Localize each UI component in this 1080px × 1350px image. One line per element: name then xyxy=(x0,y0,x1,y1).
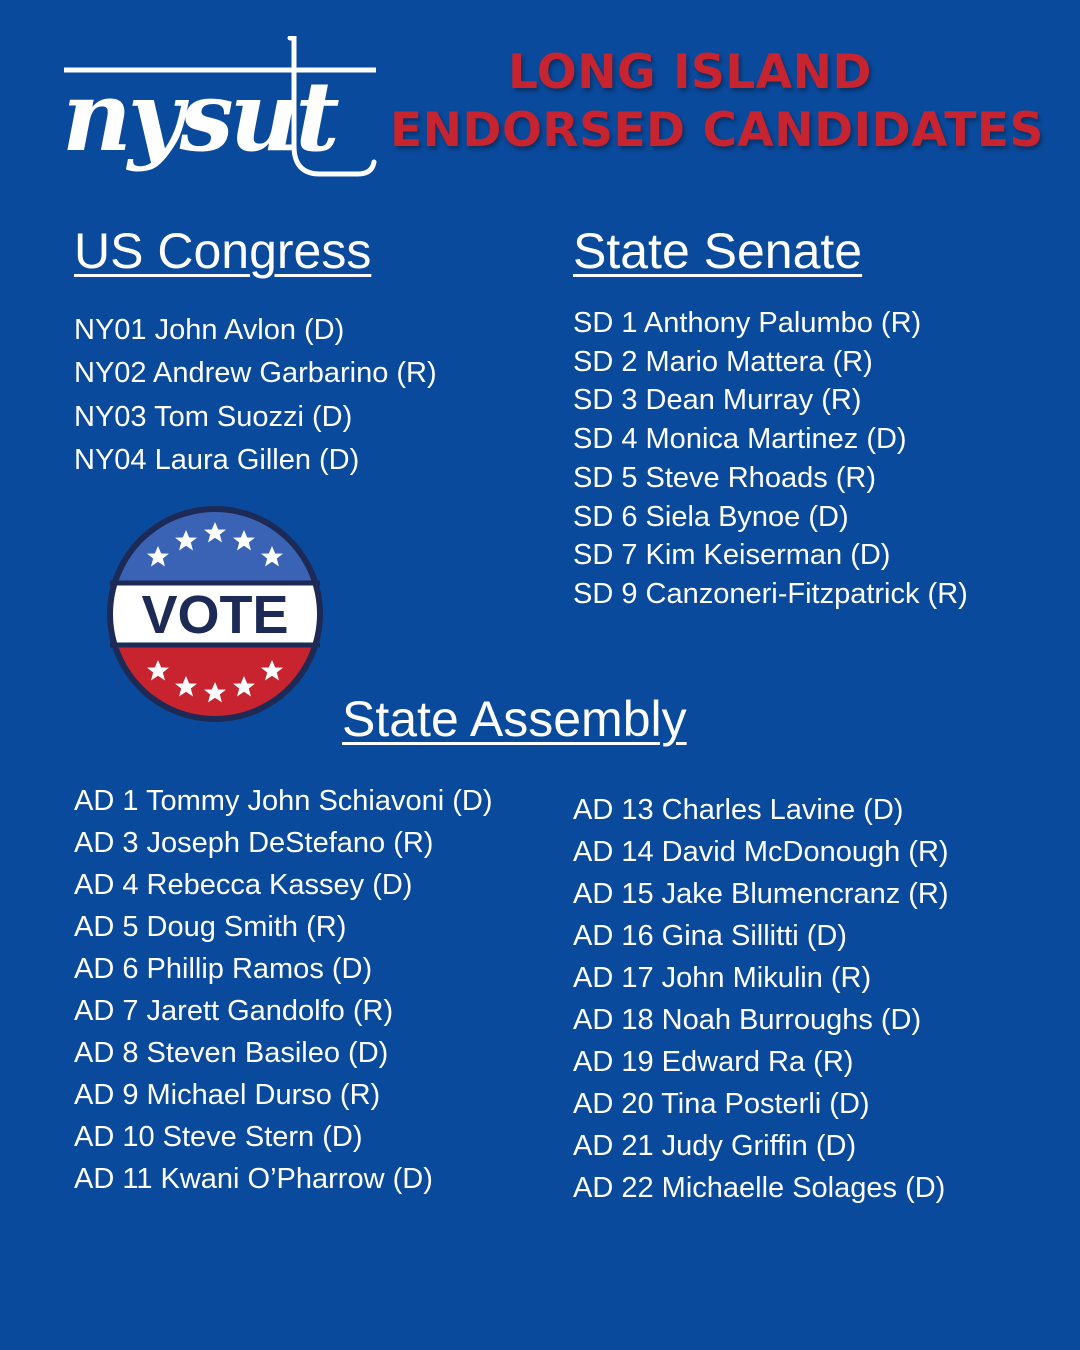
headline xyxy=(390,44,1044,160)
vote-button-icon xyxy=(106,505,324,723)
assembly-list-right xyxy=(573,789,949,1209)
headline-line-2: ENDORSED CANDIDATES xyxy=(390,103,1044,158)
list-item: SD 7 Kim Keiserman (D) xyxy=(573,539,891,572)
list-item: NY01 John Avlon (D) xyxy=(74,314,345,346)
list-item: AD 14 David McDonough (R) xyxy=(573,836,949,868)
list-item: AD 5 Doug Smith (R) xyxy=(74,911,347,943)
list-item: AD 10 Steve Stern (D) xyxy=(74,1121,363,1153)
list-item: AD 19 Edward Ra (R) xyxy=(573,1046,854,1078)
list-item: AD 1 Tommy John Schiavoni (D) xyxy=(74,785,493,817)
list-item: SD 4 Monica Martinez (D) xyxy=(573,423,907,456)
list-item: AD 16 Gina Sillitti (D) xyxy=(573,920,847,952)
congress-title: US Congress xyxy=(74,223,372,279)
list-item: AD 18 Noah Burroughs (D) xyxy=(573,1004,922,1036)
assembly-list-left xyxy=(74,780,493,1200)
list-item: SD 9 Canzoneri-Fitzpatrick (R) xyxy=(573,577,968,610)
nysut-logo xyxy=(58,36,380,186)
list-item: AD 22 Michaelle Solages (D) xyxy=(573,1172,946,1204)
senate-list xyxy=(573,304,968,614)
list-item: AD 3 Joseph DeStefano (R) xyxy=(74,827,434,859)
list-item: AD 20 Tina Posterli (D) xyxy=(573,1088,870,1120)
logo-wordmark: nysut xyxy=(62,60,336,173)
list-item: AD 11 Kwani O’Pharrow (D) xyxy=(74,1163,433,1195)
list-item: SD 3 Dean Murray (R) xyxy=(573,384,862,417)
list-item: AD 9 Michael Durso (R) xyxy=(74,1079,381,1111)
list-item: SD 6 Siela Bynoe (D) xyxy=(573,500,849,533)
list-item: NY03 Tom Suozzi (D) xyxy=(74,400,353,433)
senate-title: State Senate xyxy=(573,223,863,279)
list-item: AD 15 Jake Blumencranz (R) xyxy=(573,878,949,910)
list-item: AD 6 Phillip Ramos (D) xyxy=(74,953,373,985)
list-item: NY02 Andrew Garbarino (R) xyxy=(74,357,437,390)
list-item: AD 7 Jarett Gandolfo (R) xyxy=(74,995,394,1027)
headline-line-1: LONG ISLAND xyxy=(507,45,872,100)
list-item: SD 2 Mario Mattera (R) xyxy=(573,345,873,378)
list-item: AD 4 Rebecca Kassey (D) xyxy=(74,869,413,901)
list-item: AD 8 Steven Basileo (D) xyxy=(74,1037,389,1069)
congress-list xyxy=(74,309,437,482)
list-item: SD 1 Anthony Palumbo (R) xyxy=(573,307,922,339)
list-item: AD 21 Judy Griffin (D) xyxy=(573,1130,857,1162)
list-item: NY04 Laura Gillen (D) xyxy=(74,443,360,476)
assembly-title: State Assembly xyxy=(342,691,687,747)
list-item: AD 13 Charles Lavine (D) xyxy=(573,794,904,826)
vote-badge-text: VOTE xyxy=(141,585,289,645)
list-item: AD 17 John Mikulin (R) xyxy=(573,962,872,994)
list-item: SD 5 Steve Rhoads (R) xyxy=(573,461,877,494)
